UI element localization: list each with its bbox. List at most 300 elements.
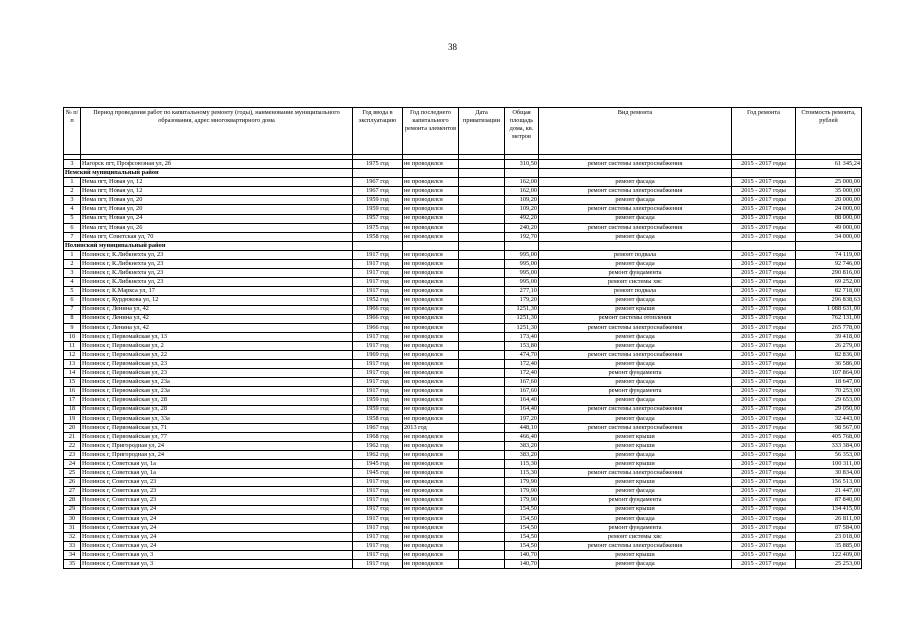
row-repair-type: ремонт фасада (539, 360, 732, 369)
row-number: 6 (64, 296, 81, 305)
row-cost: 134 415,00 (796, 505, 862, 514)
row-cost: 107 864,00 (796, 369, 862, 378)
row-year-built: 1959 год (353, 205, 403, 214)
row-repair-years: 2015 - 2017 годы (732, 278, 796, 287)
row-repair-type: ремонт фасада (539, 196, 732, 205)
row-repair-type: ремонт системы хвс (539, 278, 732, 287)
row-last-repair: не проводился (403, 196, 459, 205)
row-number: 27 (64, 487, 81, 496)
row-number: 1 (64, 250, 81, 259)
row-area: 109,20 (505, 205, 539, 214)
row-address: Нолинск г, Советская ул, 24 (81, 523, 353, 532)
row-number: 11 (64, 341, 81, 350)
row-number: 24 (64, 460, 81, 469)
row-address: Нолинск г, К.Либкнехта ул, 23 (81, 269, 353, 278)
row-address: Нолинск г, Ленина ул, 42 (81, 314, 353, 323)
row-cost: 39 418,00 (796, 332, 862, 341)
table-row (64, 560, 862, 569)
row-last-repair: не проводился (403, 369, 459, 378)
row-repair-years: 2015 - 2017 годы (732, 232, 796, 241)
header-area: Общая площадь дома, кв. метров (505, 108, 539, 155)
row-last-repair: не проводился (403, 469, 459, 478)
row-repair-type: ремонт системы электроснабжения (539, 323, 732, 332)
table-row (64, 250, 862, 259)
row-address: Нолинск г, Советская ул, 23 (81, 496, 353, 505)
row-address: Нема пгт, Советская ул, 70 (81, 232, 353, 241)
row-cost: 35 885,00 (796, 541, 862, 550)
row-area: 167,60 (505, 387, 539, 396)
row-address: Нолинск г, Первомайская ул, 23а (81, 387, 353, 396)
row-year-built: 1967 год (353, 178, 403, 187)
row-area: 383,20 (505, 451, 539, 460)
row-last-repair: не проводился (403, 223, 459, 232)
row-cost: 61 345,24 (796, 160, 862, 169)
row-area: 172,40 (505, 369, 539, 378)
row-last-repair: не проводился (403, 396, 459, 405)
row-repair-type: ремонт фундамента (539, 523, 732, 532)
row-cost: 34 000,00 (796, 232, 862, 241)
row-repair-years: 2015 - 2017 годы (732, 350, 796, 359)
row-repair-type: ремонт крыши (539, 551, 732, 560)
row-repair-years: 2015 - 2017 годы (732, 369, 796, 378)
row-last-repair: 2013 год (403, 423, 459, 432)
row-repair-type: ремонт фундамента (539, 496, 732, 505)
row-repair-years: 2015 - 2017 годы (732, 223, 796, 232)
table-row (64, 432, 862, 441)
section-row (64, 241, 862, 250)
row-repair-years: 2015 - 2017 годы (732, 541, 796, 550)
row-privatization (459, 332, 505, 341)
row-last-repair: не проводился (403, 532, 459, 541)
row-cost: 156 513,00 (796, 478, 862, 487)
row-repair-years: 2015 - 2017 годы (732, 341, 796, 350)
row-year-built: 1917 год (353, 260, 403, 269)
row-address: Нолинск г, Ленина ул, 42 (81, 305, 353, 314)
row-year-built: 1917 год (353, 369, 403, 378)
row-privatization (459, 505, 505, 514)
table-row (64, 478, 862, 487)
row-last-repair: не проводился (403, 214, 459, 223)
row-number: 23 (64, 451, 81, 460)
row-area: 167,60 (505, 378, 539, 387)
row-repair-type: ремонт системы электроснабжения (539, 405, 732, 414)
row-number: 13 (64, 360, 81, 369)
row-address: Нолинск г, Ленина ул, 42 (81, 323, 353, 332)
row-area: 240,20 (505, 223, 539, 232)
row-last-repair: не проводился (403, 278, 459, 287)
row-repair-years: 2015 - 2017 годы (732, 360, 796, 369)
row-address: Нолинск г, Советская ул, 3 (81, 560, 353, 569)
row-privatization (459, 350, 505, 359)
row-year-built: 1958 год (353, 232, 403, 241)
row-number: 26 (64, 478, 81, 487)
row-number: 2 (64, 260, 81, 269)
row-cost: 92 746,00 (796, 260, 862, 269)
row-last-repair: не проводился (403, 496, 459, 505)
table-row (64, 341, 862, 350)
row-cost: 30 834,00 (796, 469, 862, 478)
row-year-built: 1917 год (353, 341, 403, 350)
row-year-built: 1975 год (353, 160, 403, 169)
row-privatization (459, 305, 505, 314)
section-title: Нолинский муниципальный район (64, 241, 353, 250)
table-row (64, 414, 862, 423)
row-privatization (459, 387, 505, 396)
row-area: 995,00 (505, 278, 539, 287)
table-row (64, 269, 862, 278)
row-address: Нолинск г, К.Маркса ул, 17 (81, 287, 353, 296)
row-area: 179,90 (505, 478, 539, 487)
table-row (64, 287, 862, 296)
row-privatization (459, 178, 505, 187)
row-last-repair: не проводился (403, 478, 459, 487)
row-number: 21 (64, 432, 81, 441)
header-cost: Стоимость ремонта, рублей (796, 108, 862, 155)
table-row (64, 160, 862, 169)
row-address: Нолинск г, Пригородная ул, 24 (81, 441, 353, 450)
row-privatization (459, 560, 505, 569)
row-privatization (459, 341, 505, 350)
row-area: 173,40 (505, 332, 539, 341)
row-repair-years: 2015 - 2017 годы (732, 551, 796, 560)
row-number: 18 (64, 405, 81, 414)
row-repair-years: 2015 - 2017 годы (732, 323, 796, 332)
row-address: Нолинск г, Первомайская ул, 23 (81, 369, 353, 378)
row-repair-type: ремонт фасада (539, 332, 732, 341)
row-area: 164,40 (505, 396, 539, 405)
row-cost: 26 279,00 (796, 341, 862, 350)
row-address: Нолинск г, Советская ул, 24 (81, 505, 353, 514)
row-repair-years: 2015 - 2017 годы (732, 496, 796, 505)
row-repair-years: 2015 - 2017 годы (732, 187, 796, 196)
row-year-built: 1917 год (353, 487, 403, 496)
row-cost: 405 768,00 (796, 432, 862, 441)
row-repair-type: ремонт системы электроснабжения (539, 350, 732, 359)
row-privatization (459, 514, 505, 523)
row-number: 7 (64, 305, 81, 314)
row-last-repair: не проводился (403, 560, 459, 569)
row-year-built: 1968 год (353, 432, 403, 441)
row-repair-years: 2015 - 2017 годы (732, 469, 796, 478)
row-area: 153,80 (505, 341, 539, 350)
row-repair-type: ремонт крыши (539, 441, 732, 450)
section-title: Немский муниципальный район (64, 169, 353, 178)
row-number: 20 (64, 423, 81, 432)
row-repair-years: 2015 - 2017 годы (732, 478, 796, 487)
table-row (64, 496, 862, 505)
header-repair-type: Вид ремонта (539, 108, 732, 155)
row-cost: 82 718,00 (796, 287, 862, 296)
row-area: 140,70 (505, 551, 539, 560)
row-last-repair: не проводился (403, 287, 459, 296)
row-last-repair: не проводился (403, 232, 459, 241)
row-cost: 29 653,00 (796, 396, 862, 405)
row-address: Нагорск пгт, Профсоюзная ул, 2б (81, 160, 353, 169)
row-last-repair: не проводился (403, 441, 459, 450)
row-privatization (459, 523, 505, 532)
row-last-repair: не проводился (403, 378, 459, 387)
header-num: № п/п (64, 108, 81, 155)
row-privatization (459, 269, 505, 278)
table-row (64, 369, 862, 378)
row-address: Нолинск г, Советская ул, 23 (81, 478, 353, 487)
row-repair-years: 2015 - 2017 годы (732, 160, 796, 169)
row-number: 28 (64, 496, 81, 505)
row-repair-type: ремонт крыши (539, 432, 732, 441)
row-last-repair: не проводился (403, 551, 459, 560)
row-address: Нолинск г, Пригородная ул, 24 (81, 451, 353, 460)
table-row (64, 323, 862, 332)
row-repair-years: 2015 - 2017 годы (732, 460, 796, 469)
row-year-built: 1917 год (353, 514, 403, 523)
row-area: 162,00 (505, 178, 539, 187)
row-number: 3 (64, 160, 81, 169)
row-area: 154,50 (505, 532, 539, 541)
row-address: Нема пгт, Новая ул, 26 (81, 223, 353, 232)
table-row (64, 451, 862, 460)
row-address: Нолинск г, Первомайская ул, 77 (81, 432, 353, 441)
row-cost: 29 050,00 (796, 405, 862, 414)
row-area: 154,50 (505, 523, 539, 532)
table-row (64, 205, 862, 214)
row-repair-type: ремонт фасада (539, 487, 732, 496)
row-last-repair: не проводился (403, 260, 459, 269)
row-repair-type: ремонт системы хвс (539, 532, 732, 541)
row-repair-type: ремонт фасада (539, 341, 732, 350)
row-year-built: 1917 год (353, 269, 403, 278)
row-cost: 98 567,00 (796, 423, 862, 432)
row-area: 383,20 (505, 441, 539, 450)
row-repair-years: 2015 - 2017 годы (732, 523, 796, 532)
row-number: 25 (64, 469, 81, 478)
row-address: Нема пгт, Новая ул, 24 (81, 214, 353, 223)
row-year-built: 1917 год (353, 250, 403, 259)
row-privatization (459, 196, 505, 205)
table-row (64, 332, 862, 341)
row-privatization (459, 378, 505, 387)
row-year-built: 1959 год (353, 196, 403, 205)
row-last-repair: не проводился (403, 350, 459, 359)
row-cost: 69 252,00 (796, 278, 862, 287)
row-repair-years: 2015 - 2017 годы (732, 396, 796, 405)
row-repair-type: ремонт подвала (539, 287, 732, 296)
row-year-built: 1952 год (353, 296, 403, 305)
row-last-repair: не проводился (403, 296, 459, 305)
row-cost: 762 131,00 (796, 314, 862, 323)
row-year-built: 1957 год (353, 214, 403, 223)
table-row (64, 532, 862, 541)
table-row (64, 187, 862, 196)
row-number: 3 (64, 269, 81, 278)
row-privatization (459, 414, 505, 423)
table-row (64, 514, 862, 523)
row-last-repair: не проводился (403, 432, 459, 441)
row-last-repair: не проводился (403, 178, 459, 187)
row-area: 192,70 (505, 232, 539, 241)
row-repair-type: ремонт фасада (539, 232, 732, 241)
row-address: Нолинск г, Советская ул, 3 (81, 551, 353, 560)
row-year-built: 1917 год (353, 551, 403, 560)
row-repair-type: ремонт фасада (539, 214, 732, 223)
row-year-built: 1975 год (353, 223, 403, 232)
row-address: Нема пгт, Новая ул, 12 (81, 187, 353, 196)
row-cost: 70 253,00 (796, 387, 862, 396)
row-year-built: 1917 год (353, 278, 403, 287)
row-repair-type: ремонт системы электроснабжения (539, 205, 732, 214)
row-address: Нолинск г, К.Либкнехта ул, 23 (81, 250, 353, 259)
row-privatization (459, 423, 505, 432)
row-repair-type: ремонт фасада (539, 451, 732, 460)
row-privatization (459, 432, 505, 441)
row-repair-type: ремонт фундамента (539, 269, 732, 278)
row-number: 30 (64, 514, 81, 523)
row-number: 12 (64, 350, 81, 359)
row-privatization (459, 396, 505, 405)
row-repair-years: 2015 - 2017 годы (732, 214, 796, 223)
row-address: Нолинск г, Советская ул, 24 (81, 541, 353, 550)
row-area: 448,10 (505, 423, 539, 432)
row-area: 154,50 (505, 514, 539, 523)
row-repair-type: ремонт системы электроснабжения (539, 469, 732, 478)
table-header-row (64, 108, 862, 155)
row-repair-years: 2015 - 2017 годы (732, 532, 796, 541)
row-address: Нолинск г, Первомайская ул, 23 (81, 360, 353, 369)
row-area: 179,90 (505, 496, 539, 505)
row-number: 8 (64, 314, 81, 323)
header-repair-years: Год ремонта (732, 108, 796, 155)
row-cost: 20 000,00 (796, 196, 862, 205)
row-repair-years: 2015 - 2017 годы (732, 332, 796, 341)
row-privatization (459, 287, 505, 296)
row-address: Нолинск г, Первомайская ул, 71 (81, 423, 353, 432)
row-last-repair: не проводился (403, 451, 459, 460)
table-row (64, 214, 862, 223)
row-cost: 24 000,00 (796, 205, 862, 214)
row-address: Нолинск г, Первомайская ул, 28 (81, 405, 353, 414)
row-address: Нема пгт, Новая ул, 20 (81, 196, 353, 205)
row-year-built: 1917 год (353, 332, 403, 341)
row-number: 35 (64, 560, 81, 569)
row-repair-years: 2015 - 2017 годы (732, 414, 796, 423)
row-year-built: 1917 год (353, 496, 403, 505)
row-privatization (459, 487, 505, 496)
row-year-built: 1967 год (353, 187, 403, 196)
row-repair-type: ремонт фасада (539, 396, 732, 405)
table-row (64, 196, 862, 205)
row-address: Нолинск г, Первомайская ул, 2 (81, 341, 353, 350)
row-number: 4 (64, 205, 81, 214)
row-repair-years: 2015 - 2017 годы (732, 505, 796, 514)
row-address: Нолинск г, Советская ул, 23 (81, 487, 353, 496)
row-repair-type: ремонт системы электроснабжения (539, 160, 732, 169)
row-repair-years: 2015 - 2017 годы (732, 260, 796, 269)
row-privatization (459, 369, 505, 378)
row-privatization (459, 250, 505, 259)
row-repair-type: ремонт крыши (539, 478, 732, 487)
row-cost: 49 000,00 (796, 223, 862, 232)
row-number: 29 (64, 505, 81, 514)
row-year-built: 1967 год (353, 423, 403, 432)
row-address: Нолинск г, Курдюкова ул, 12 (81, 296, 353, 305)
header-address: Период проведения работ по капитальному ремонту (годы), наименование муниципального образования, адрес многоквартирного дома (81, 108, 353, 155)
row-number: 5 (64, 214, 81, 223)
row-area: 277,10 (505, 287, 539, 296)
row-privatization (459, 532, 505, 541)
row-number: 9 (64, 323, 81, 332)
row-last-repair: не проводился (403, 269, 459, 278)
row-year-built: 1917 год (353, 378, 403, 387)
row-privatization (459, 323, 505, 332)
row-address: Нолинск г, Первомайская ул, 22 (81, 350, 353, 359)
header-last-repair: Год последнего капитального ремонта элементов (403, 108, 459, 155)
row-cost: 296 838,63 (796, 296, 862, 305)
row-repair-type: ремонт системы электроснабжения (539, 187, 732, 196)
row-cost: 82 836,00 (796, 350, 862, 359)
row-last-repair: не проводился (403, 160, 459, 169)
row-year-built: 1966 год (353, 314, 403, 323)
row-repair-type: ремонт системы электроснабжения (539, 223, 732, 232)
table-row (64, 378, 862, 387)
row-number: 34 (64, 551, 81, 560)
row-year-built: 1917 год (353, 360, 403, 369)
row-area: 109,20 (505, 196, 539, 205)
table-row (64, 396, 862, 405)
row-address: Нолинск г, Советская ул, 1а (81, 460, 353, 469)
table-row (64, 523, 862, 532)
row-repair-years: 2015 - 2017 годы (732, 423, 796, 432)
row-cost: 87 840,00 (796, 496, 862, 505)
row-area: 164,40 (505, 405, 539, 414)
row-address: Нолинск г, Первомайская ул, 23а (81, 378, 353, 387)
row-number: 15 (64, 378, 81, 387)
row-repair-years: 2015 - 2017 годы (732, 250, 796, 259)
row-privatization (459, 187, 505, 196)
table-row (64, 360, 862, 369)
row-cost: 74 119,00 (796, 250, 862, 259)
row-cost: 265 778,00 (796, 323, 862, 332)
row-repair-type: ремонт фасада (539, 260, 732, 269)
row-number: 32 (64, 532, 81, 541)
row-area: 995,00 (505, 260, 539, 269)
table-row (64, 469, 862, 478)
row-number: 6 (64, 223, 81, 232)
row-year-built: 1917 год (353, 478, 403, 487)
row-repair-type: ремонт системы электроснабжения (539, 541, 732, 550)
row-cost: 23 018,00 (796, 532, 862, 541)
row-area: 162,00 (505, 187, 539, 196)
row-year-built: 1917 год (353, 532, 403, 541)
row-area: 1251,30 (505, 323, 539, 332)
row-privatization (459, 296, 505, 305)
table-row (64, 314, 862, 323)
row-privatization (459, 223, 505, 232)
row-year-built: 1917 год (353, 560, 403, 569)
row-year-built: 1966 год (353, 305, 403, 314)
table-row (64, 460, 862, 469)
row-area: 995,00 (505, 269, 539, 278)
row-area: 172,40 (505, 360, 539, 369)
row-privatization (459, 205, 505, 214)
header-year-built: Год ввода в эксплуатацию (353, 108, 403, 155)
row-number: 7 (64, 232, 81, 241)
row-area: 154,50 (505, 541, 539, 550)
row-repair-years: 2015 - 2017 годы (732, 196, 796, 205)
row-last-repair: не проводился (403, 414, 459, 423)
row-repair-type: ремонт фасада (539, 514, 732, 523)
row-privatization (459, 441, 505, 450)
row-last-repair: не проводился (403, 505, 459, 514)
table-row (64, 296, 862, 305)
